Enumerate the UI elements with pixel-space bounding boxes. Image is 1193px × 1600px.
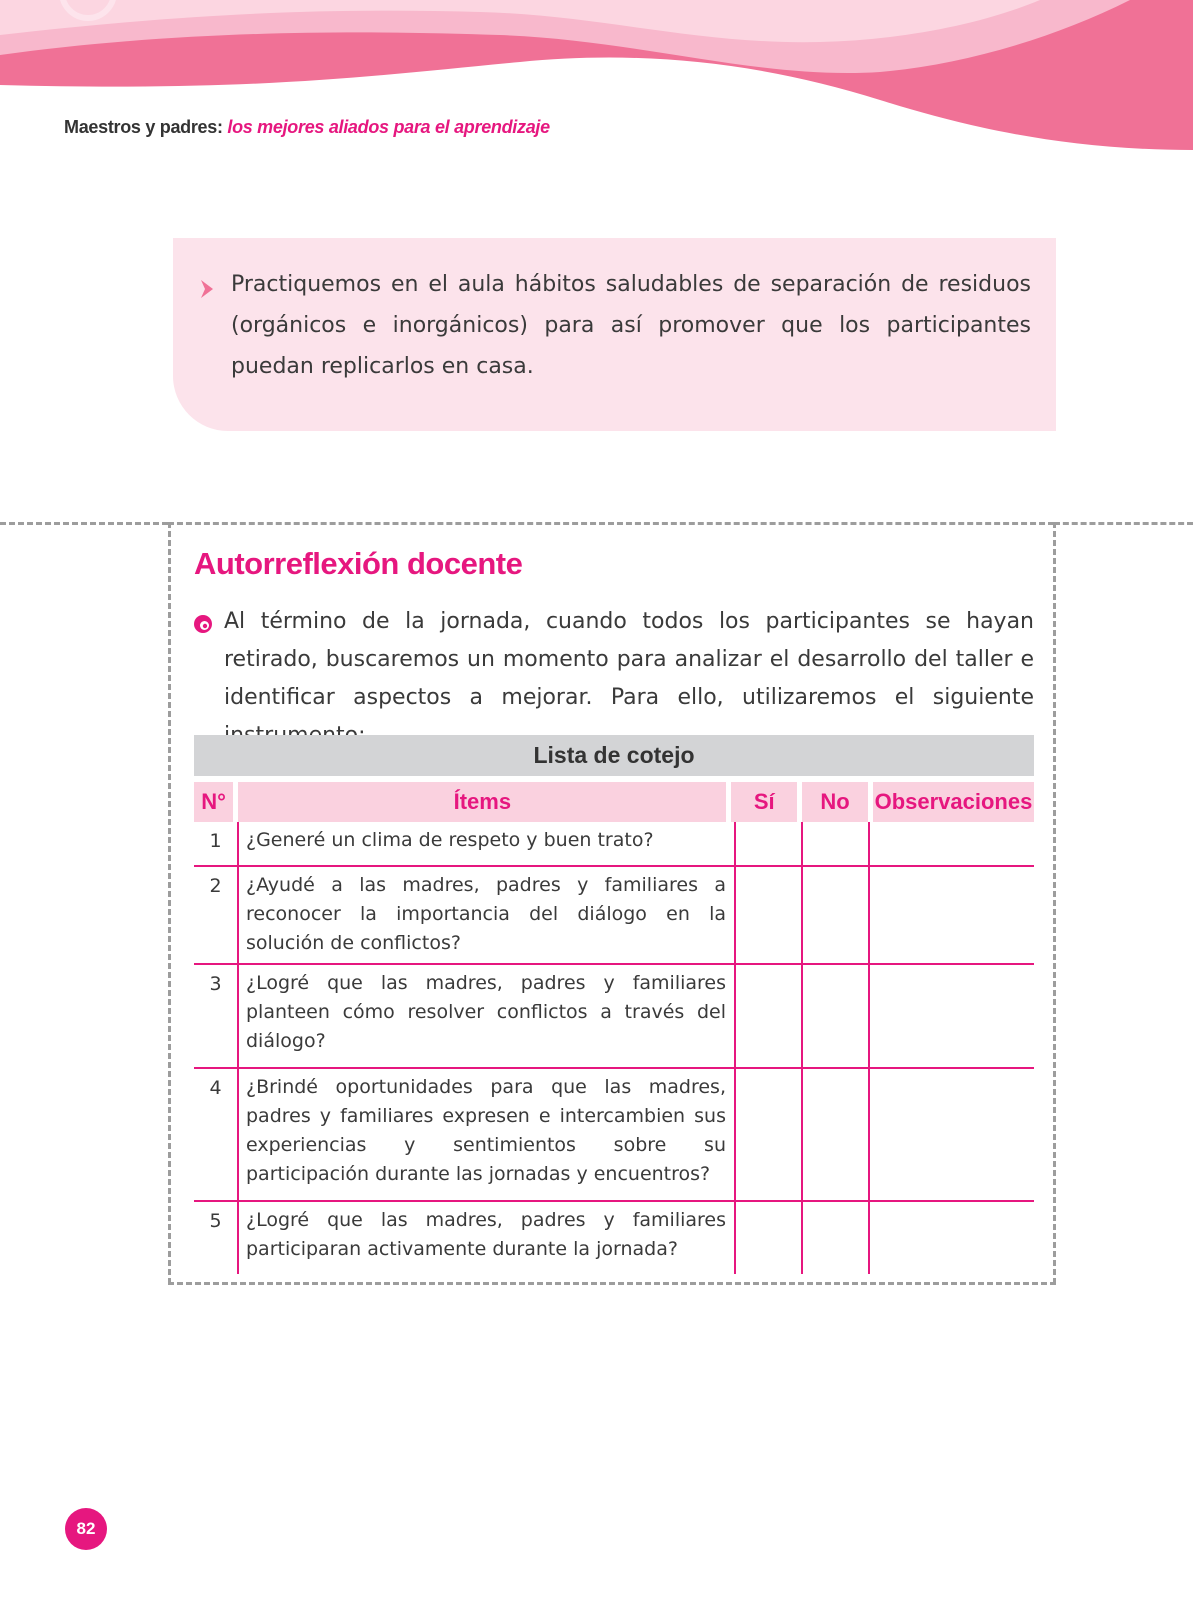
yes-cell[interactable]: [736, 867, 803, 963]
no-cell[interactable]: [803, 1202, 870, 1274]
table-row: [194, 822, 1034, 867]
row-item: ¿Logré que las madres, padres y familiares planteen cómo resolver conflictos a través del diálogo?: [239, 965, 736, 1067]
header-no: No: [802, 782, 868, 822]
yes-cell[interactable]: [736, 1202, 803, 1274]
running-head-accent: los mejores aliados para el aprendizaje: [227, 117, 550, 137]
observations-cell[interactable]: [870, 1202, 1034, 1274]
row-number: 2: [194, 867, 239, 963]
checklist-header-row: [194, 782, 1034, 822]
checklist-table: [194, 735, 1034, 1274]
row-number: 3: [194, 965, 239, 1067]
no-cell[interactable]: [803, 1069, 870, 1200]
intro-text: Al término de la jornada, cuando todos los participantes se hayan retirado, buscaremos un momento para analizar el desarrollo del taller e identificar aspectos a mejorar. Para ello, utilizaremos el siguiente: [224, 609, 1034, 710]
table-row: [194, 867, 1034, 965]
no-cell[interactable]: [803, 867, 870, 963]
no-cell[interactable]: [803, 822, 870, 865]
yes-cell[interactable]: [736, 822, 803, 865]
table-row: [194, 1069, 1034, 1202]
dashed-frame-bottom: [168, 1282, 1056, 1285]
row-item: ¿Logré que las madres, padres y familiares participaran activamente durante la jornada?: [239, 1202, 736, 1274]
checklist-title: Lista de cotejo: [194, 735, 1034, 776]
tip-box: [173, 238, 1056, 431]
dashed-frame-top: [168, 522, 1054, 525]
observations-cell[interactable]: [870, 867, 1034, 963]
observations-cell[interactable]: [870, 822, 1034, 865]
page-number: 82: [65, 1508, 107, 1550]
header-items: Ítems: [238, 782, 726, 822]
dashed-divider-right: [1054, 522, 1193, 525]
row-number: 4: [194, 1069, 239, 1200]
row-number: 5: [194, 1202, 239, 1274]
header-observations: Observaciones: [873, 782, 1034, 822]
dashed-frame-right: [1053, 522, 1056, 1284]
chevron-right-icon: [199, 278, 217, 300]
row-item: ¿Ayudé a las madres, padres y familiares a reconocer la importancia del diálogo en la solución de conflictos?: [239, 867, 736, 963]
observations-cell[interactable]: [870, 1069, 1034, 1200]
running-head: [64, 117, 550, 138]
row-item: ¿Brindé oportunidades para que las madres, padres y familiares expresen e intercambien sus experiencias y sentimientos sobre su participación durante las jornadas y encuentros?: [239, 1069, 736, 1200]
tip-text: Practiquemos en el aula hábitos saludables de separación de residuos (orgánicos e inorgánicos) para así promover que los participantes puedan replicarlos en casa.: [231, 272, 1031, 379]
no-cell[interactable]: [803, 965, 870, 1067]
header-yes: Sí: [731, 782, 797, 822]
row-number: 1: [194, 822, 239, 865]
table-row: [194, 1202, 1034, 1274]
dashed-frame-left: [168, 522, 171, 1284]
header-number: N°: [194, 782, 233, 822]
yes-cell[interactable]: [736, 965, 803, 1067]
section-title: Autorreflexión docente: [194, 546, 523, 581]
yes-cell[interactable]: [736, 1069, 803, 1200]
row-item: ¿Generé un clima de respeto y buen trato?: [239, 822, 736, 865]
observations-cell[interactable]: [870, 965, 1034, 1067]
bullet-icon: [193, 614, 213, 634]
table-row: [194, 965, 1034, 1069]
dashed-divider-left: [0, 522, 168, 525]
running-head-main: Maestros y padres:: [64, 117, 228, 137]
